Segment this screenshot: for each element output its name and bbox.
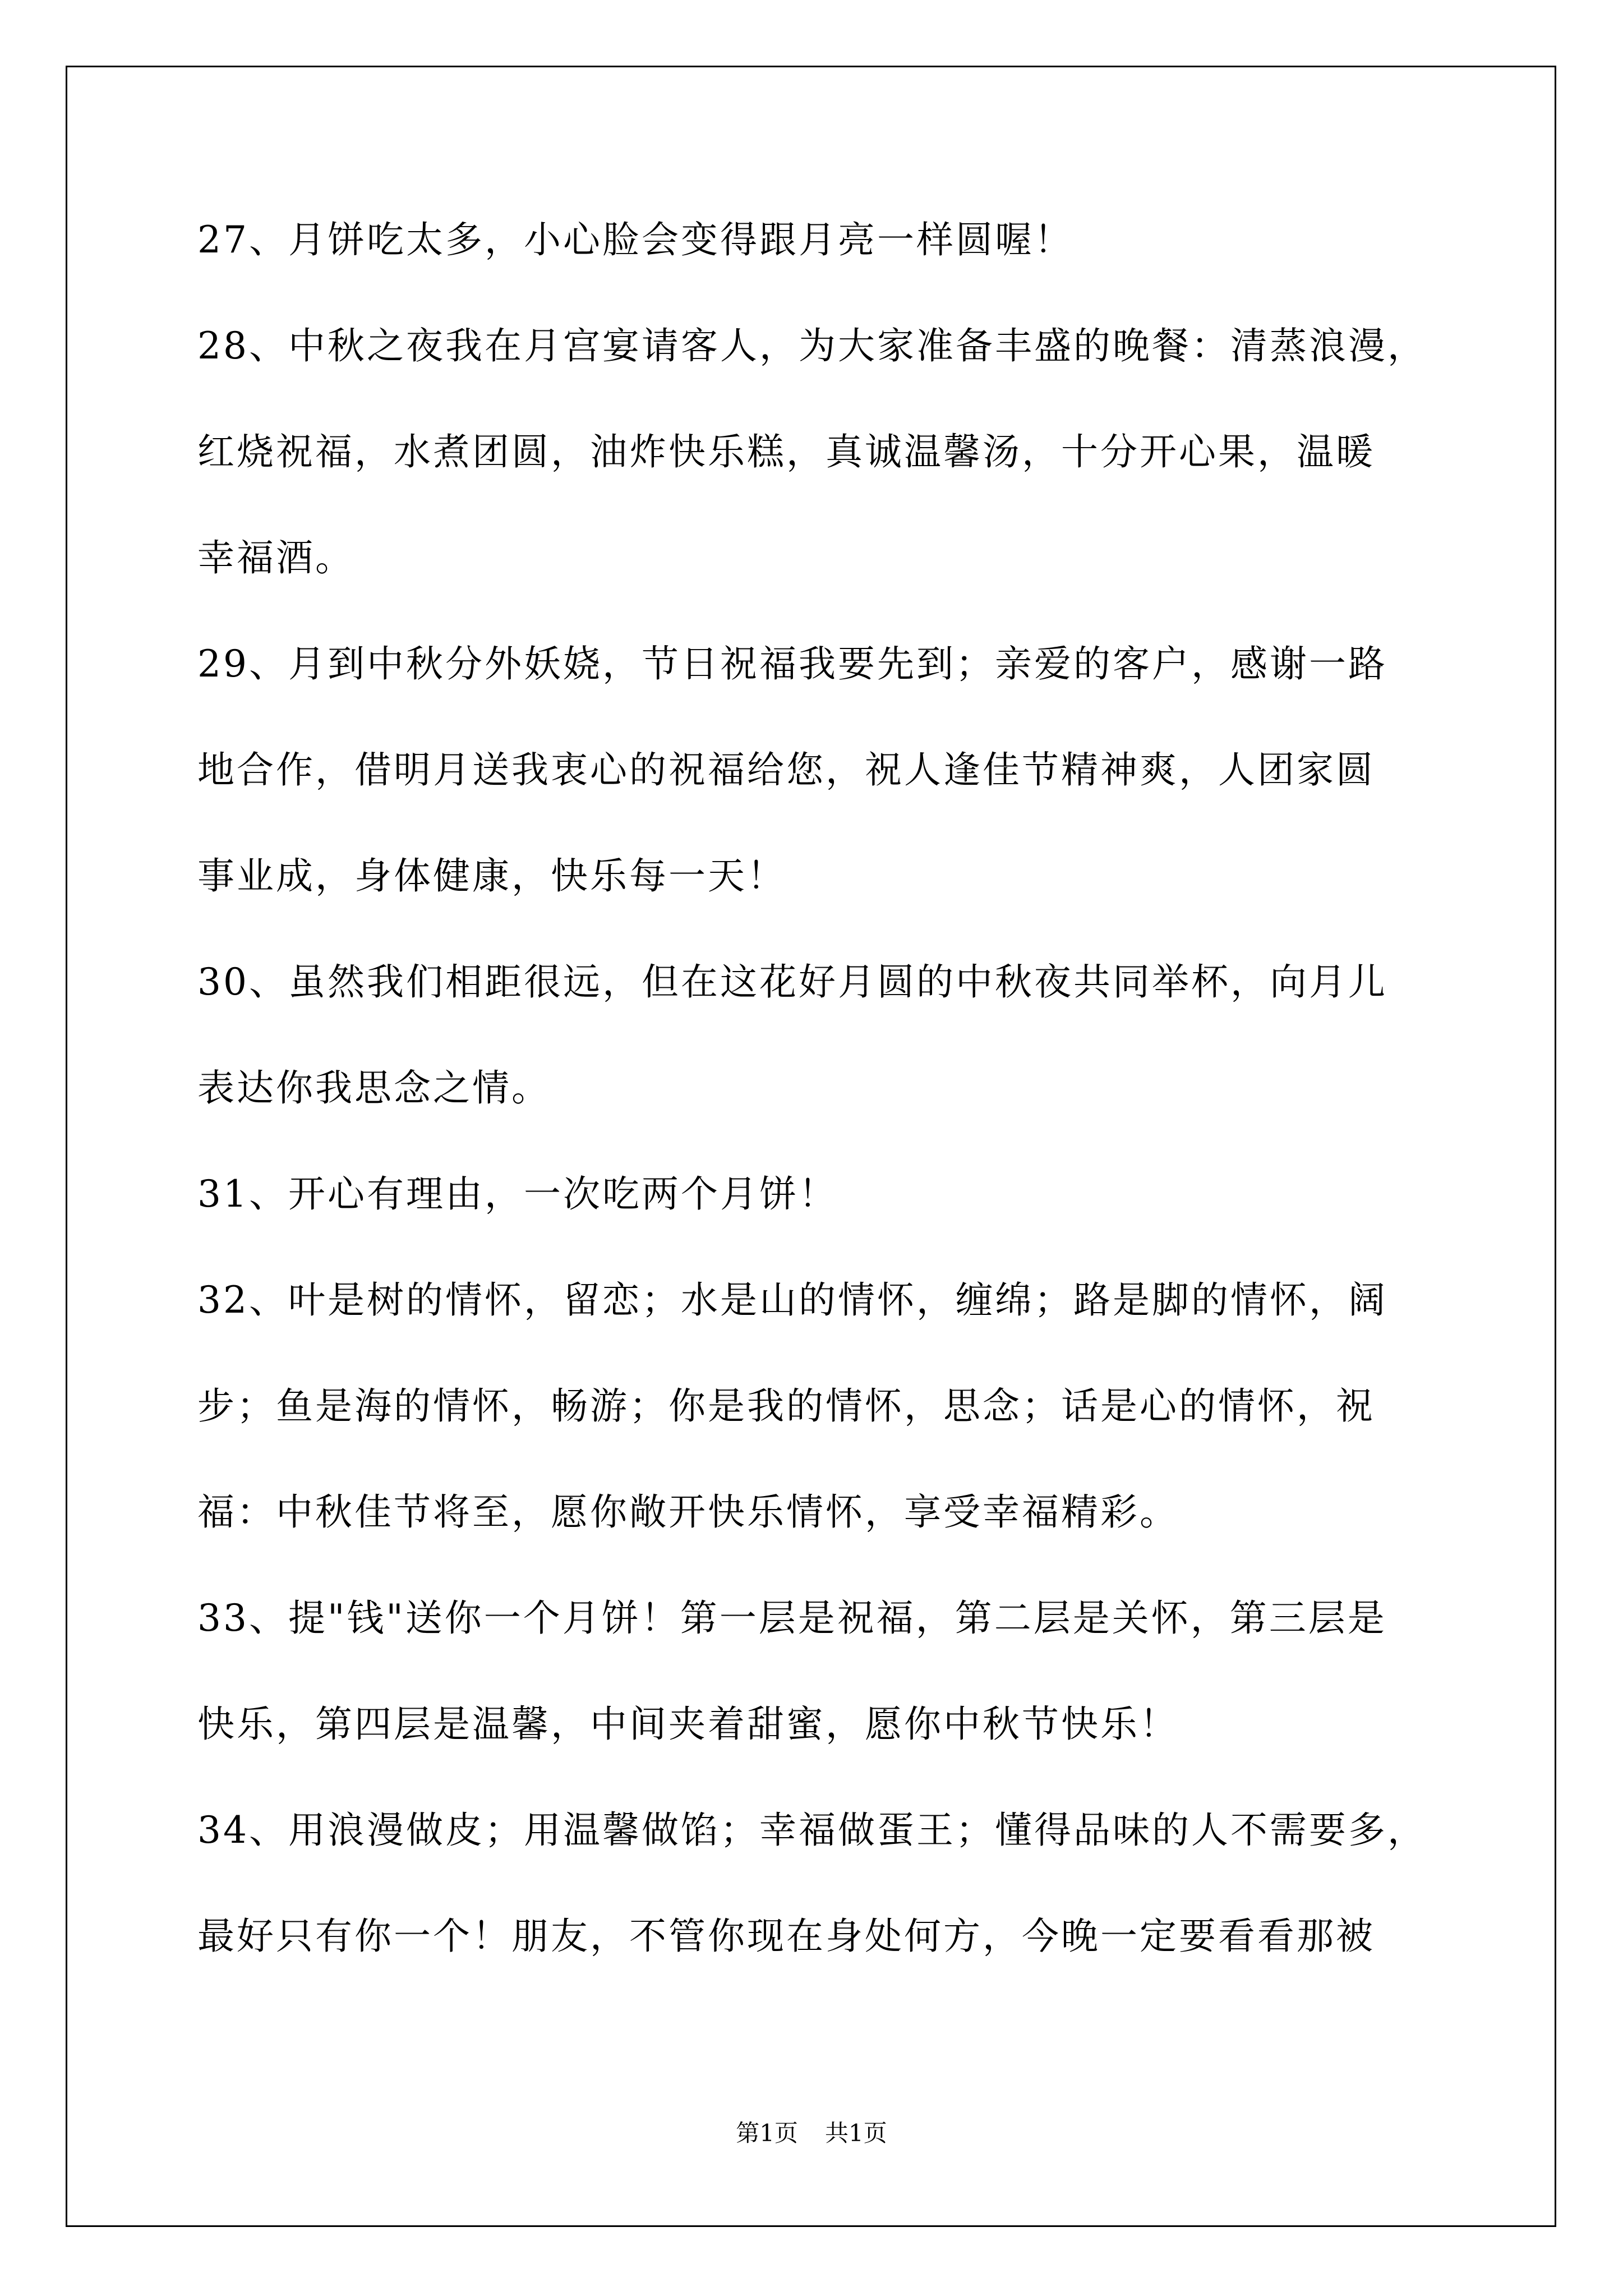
text-line: 33、提"钱"送你一个月饼！第一层是祝福，第二层是关怀，第三层是: [197, 1596, 1387, 1640]
text-line: 快乐，第四层是温馨，中间夹着甜蜜，愿你中秋节快乐！: [197, 1703, 1179, 1746]
text-line: 34、用浪漫做皮；用温馨做馅；幸福做蛋王；懂得品味的人不需要多，: [197, 1809, 1427, 1852]
page-number: 第1页: [736, 2119, 798, 2147]
text-line: 福：中秋佳节将至，愿你敞开快乐情怀，享受幸福精彩。: [197, 1490, 1179, 1534]
text-line: 最好只有你一个！朋友，不管你现在身处何方，今晚一定要看看那被: [197, 1915, 1375, 1958]
text-line: 红烧祝福，水煮团圆，油炸快乐糕，真诚温馨汤，十分开心果，温暖: [197, 430, 1375, 473]
text-line: 29、月到中秋分外妖娆，节日祝福我要先到；亲爱的客户，感谢一路: [197, 642, 1387, 685]
page-footer: [0, 2119, 1623, 2147]
text-line: 32、叶是树的情怀，留恋；水是山的情怀，缠绵；路是脚的情怀，阔: [197, 1278, 1387, 1322]
text-line: 地合作，借明月送我衷心的祝福给您，祝人逢佳节精神爽，人团家圆: [197, 748, 1375, 792]
text-line: 步；鱼是海的情怀，畅游；你是我的情怀，思念；话是心的情怀，祝: [197, 1384, 1375, 1428]
text-line: 27、月饼吃太多，小心脸会变得跟月亮一样圆喔！: [197, 218, 1073, 261]
text-line: 幸福酒。: [197, 536, 354, 579]
text-line: 事业成，身体健康，快乐每一天！: [197, 854, 786, 898]
text-line: 31、开心有理由，一次吃两个月饼！: [197, 1172, 838, 1216]
text-line: 表达你我思念之情。: [197, 1066, 551, 1110]
text-line: 30、虽然我们相距很远，但在这花好月圆的中秋夜共同举杯，向月儿: [197, 960, 1387, 1004]
page-total: 共1页: [825, 2119, 887, 2147]
text-line: 28、中秋之夜我在月宫宴请客人，为大家准备丰盛的晚餐：清蒸浪漫，: [197, 324, 1427, 367]
document-body: [197, 218, 1437, 2024]
